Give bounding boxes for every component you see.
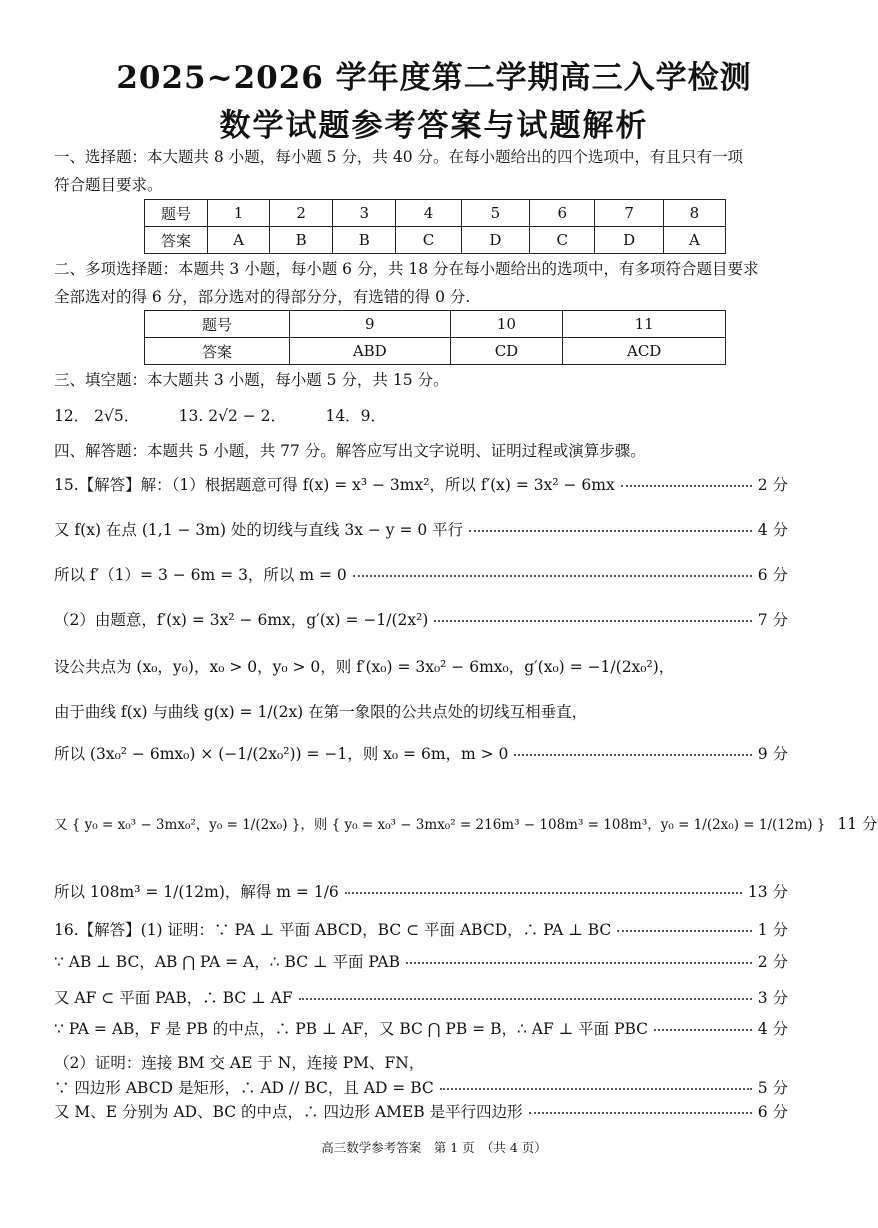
solution-text: 所以 (3x₀² − 6mx₀) × (−1/(2x₀²)) = −1，则 x₀ = 6m，m > 0 [54, 745, 509, 763]
table-row [145, 200, 726, 227]
score: 11 分 [837, 815, 878, 833]
table-cell: A [663, 227, 725, 254]
solution-line [54, 1051, 788, 1073]
table-cell: 1 [208, 200, 270, 227]
table-cell: 答案 [145, 338, 290, 365]
leader-dots [654, 1029, 752, 1031]
table-cell: ABD [290, 338, 451, 365]
solution-text: （2）由题意，f′(x) = 3x² − 6mx，g′(x) = −1/(2x²) [54, 611, 429, 629]
solution-text: （2）证明：连接 BM 交 AE 于 N，连接 PM、FN， [54, 1054, 425, 1072]
leader-dots [353, 575, 752, 577]
table-cell: 7 [595, 200, 663, 227]
score: 6 分 [757, 566, 788, 584]
table-cell: B [270, 227, 333, 254]
table-cell: 6 [530, 200, 595, 227]
table-cell: 8 [663, 200, 725, 227]
table-cell: 答案 [145, 227, 208, 254]
solution-text: ∵ PA = AB，F 是 PB 的中点，∴ PB ⊥ AF，又 BC ⋂ PB = B，∴ AF ⊥ 平面 PBC [54, 1020, 649, 1038]
solution-line [54, 700, 788, 722]
solution-line [54, 655, 788, 677]
solution-line [54, 986, 788, 1008]
section4-heading: 四、解答题：本题共 5 小题，共 77 分。解答应写出文字说明、证明过程或演算步骤。 [54, 442, 646, 460]
solution-line [54, 1100, 788, 1122]
table-cell: 9 [290, 311, 451, 338]
table-cell: 11 [563, 311, 726, 338]
score: 9 分 [757, 745, 788, 763]
section2-heading: 二、多项选择题：本题共 3 小题，每小题 6 分，共 18 分在每小题给出的选项中，有多项符合题目要求 [54, 260, 759, 278]
table-cell: 4 [396, 200, 461, 227]
score: 5 分 [757, 1079, 788, 1097]
table-cell: D [595, 227, 663, 254]
solution-text: ∵ AB ⊥ BC，AB ⋂ PA = A，∴ BC ⊥ 平面 PAB [54, 953, 401, 971]
score: 7 分 [757, 611, 788, 629]
table-cell: C [530, 227, 595, 254]
table-cell: A [208, 227, 270, 254]
table-cell: ACD [563, 338, 726, 365]
leader-dots [440, 1088, 752, 1090]
solution-line [54, 950, 788, 972]
table-cell: CD [450, 338, 563, 365]
solution-line [54, 518, 788, 540]
score: 3 分 [757, 989, 788, 1007]
leader-dots [406, 962, 752, 964]
score: 1 分 [757, 921, 788, 939]
leader-dots [299, 998, 752, 1000]
table-cell: 题号 [145, 311, 290, 338]
score: 6 分 [757, 1103, 788, 1121]
score: 4 分 [757, 521, 788, 539]
table-row [145, 311, 726, 338]
leader-dots [469, 530, 752, 532]
solution-line [54, 812, 878, 834]
title-line-1: 2025~2026 学年度第二学期高三入学检测 [116, 60, 752, 96]
table-cell: B [333, 227, 396, 254]
solution-line [54, 608, 788, 630]
multi-answer-table [144, 310, 726, 365]
section1-heading: 一、选择题：本大题共 8 小题，每小题 5 分，共 40 分。在每小题给出的四个选项中，有且只有一项 [54, 148, 744, 166]
solution-line [54, 880, 788, 902]
solution-text: 由于曲线 f(x) 与曲线 g(x) = 1/(2x) 在第一象限的公共点处的切线互相垂直， [54, 703, 588, 721]
solution-line [54, 563, 788, 585]
table-cell: 3 [333, 200, 396, 227]
solution-text: 又 { y₀ = x₀³ − 3mx₀²，y₀ = 1/(2x₀) }，则 { y₀ = x₀³ − 3mx₀² = 216m³ − 108m³ = 108m³，y₀ = 1/(2x₀) = 1/(12m) } [54, 817, 826, 833]
page-footer: 高三数学参考答案 第 1 页 （共 4 页） [321, 1140, 547, 1155]
fill-in-answers: 12． 2√5． 13. 2√2 − 2． 14．9． [54, 407, 387, 425]
solution-text: 所以 f′（1）= 3 − 6m = 3，所以 m = 0 [54, 566, 347, 584]
table-cell: 5 [461, 200, 529, 227]
table-row [145, 227, 726, 254]
solution-text: 15.【解答】解：（1）根据题意可得 f(x) = x³ − 3mx²，所以 f′(x) = 3x² − 6mx [54, 476, 615, 494]
solution-text: 所以 108m³ = 1/(12m)，解得 m = 1/6 [54, 883, 339, 901]
leader-dots [529, 1112, 752, 1114]
solution-text: ∵ 四边形 ABCD 是矩形，∴ AD // BC，且 AD = BC [54, 1079, 434, 1097]
leader-dots [617, 930, 751, 932]
solution-line [54, 918, 788, 940]
table-cell: 2 [270, 200, 333, 227]
table-cell: C [396, 227, 461, 254]
solution-text: 又 M、E 分别为 AD、BC 的中点，∴ 四边形 AMEB 是平行四边形 [54, 1103, 523, 1121]
solution-line [54, 473, 788, 495]
solution-line [54, 742, 788, 764]
section1-heading-cont: 符合题目要求。 [54, 176, 163, 194]
solution-text: 设公共点为 (x₀，y₀)，x₀ > 0，y₀ > 0，则 f′(x₀) = 3x₀² − 6mx₀，g′(x₀) = −1/(2x₀²)， [54, 658, 675, 676]
table-cell: 题号 [145, 200, 208, 227]
choice-answer-table [144, 199, 726, 254]
leader-dots [345, 892, 742, 894]
solution-line [54, 1076, 788, 1098]
section2-heading-cont: 全部选对的得 6 分，部分选对的得部分分，有选错的得 0 分. [54, 288, 471, 306]
solution-text: 又 f(x) 在点 (1,1 − 3m) 处的切线与直线 3x − y = 0 平行 [54, 521, 464, 539]
leader-dots [434, 620, 751, 622]
title-line-2: 数学试题参考答案与试题解析 [219, 108, 649, 144]
solution-text: 又 AF ⊂ 平面 PAB，∴ BC ⊥ AF [54, 989, 293, 1007]
leader-dots [621, 485, 752, 487]
table-cell: 10 [450, 311, 563, 338]
section3-heading: 三、填空题：本大题共 3 小题，每小题 5 分，共 15 分。 [54, 371, 449, 389]
solution-line [54, 1017, 788, 1039]
score: 2 分 [757, 476, 788, 494]
score: 13 分 [747, 883, 788, 901]
score: 2 分 [757, 953, 788, 971]
table-row [145, 338, 726, 365]
score: 4 分 [757, 1020, 788, 1038]
table-cell: D [461, 227, 529, 254]
leader-dots [514, 754, 751, 756]
solution-text: 16.【解答】(1) 证明：∵ PA ⊥ 平面 ABCD，BC ⊂ 平面 ABCD，∴ PA ⊥ BC [54, 921, 612, 939]
